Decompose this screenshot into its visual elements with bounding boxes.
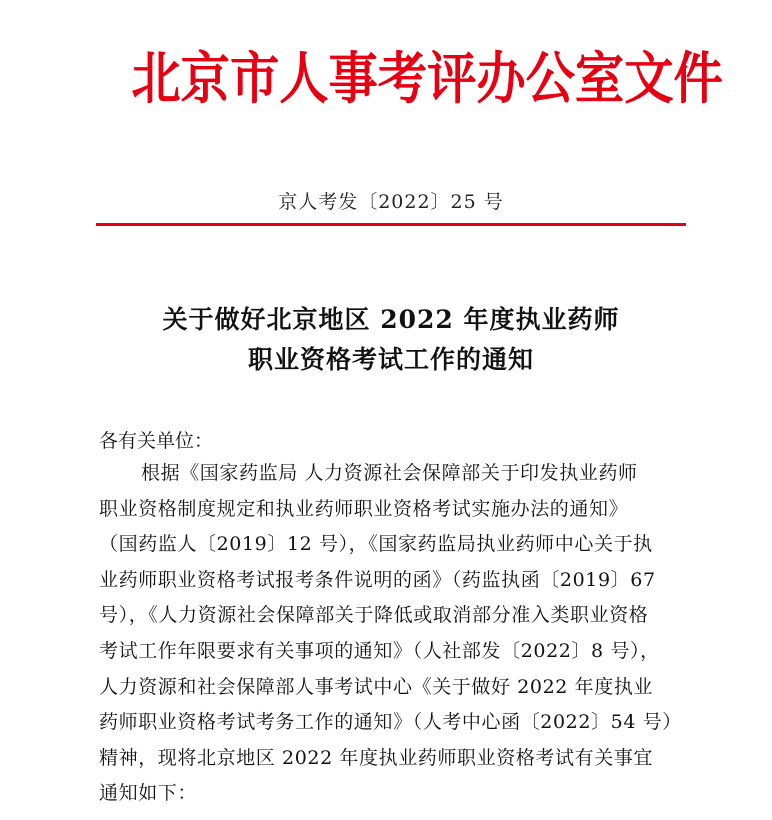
body-line: 根据《国家药监局 人力资源社会保障部关于印发执业药师: [141, 462, 638, 484]
body-line: 人力资源和社会保障部人事考试中心《关于做好 2022 年度执业: [99, 675, 654, 698]
body-line: （国药监人〔2019〕12 号），《国家药监局执业药师中心关于执: [99, 533, 653, 556]
body-line: 精神，现将北京地区 2022 年度执业药师职业资格考试有关事宜: [99, 746, 654, 769]
body-line: 药师职业资格考试考务工作的通知》（人考中心函〔2022〕54 号）: [99, 711, 682, 734]
notice-title: [96, 300, 686, 380]
notice-title-line: 职业资格考试工作的通知: [247, 345, 534, 374]
body-line: 通知如下：: [99, 782, 198, 805]
document-number: 京人考发〔2022〕25 号: [278, 191, 504, 213]
body-line: 业药师职业资格考试报考条件说明的函》（药监执函〔2019〕67: [99, 568, 656, 591]
body-line: 考试工作年限要求有关事项的通知》（人社部发〔2022〕8 号），: [99, 639, 660, 662]
greeting: 各有关单位：: [99, 430, 214, 452]
red-divider-line: [96, 223, 686, 226]
body-line: 号），《人力资源社会保障部关于降低或取消部分准入类职业资格: [99, 604, 649, 627]
body-line: 职业资格制度规定和执业药师职业资格考试实施办法的通知》: [99, 497, 629, 520]
notice-body: [99, 456, 699, 812]
document-masthead: 北京市人事考评办公室文件: [131, 47, 723, 112]
notice-title-line: 关于做好北京地区 2022 年度执业药师: [162, 305, 620, 334]
